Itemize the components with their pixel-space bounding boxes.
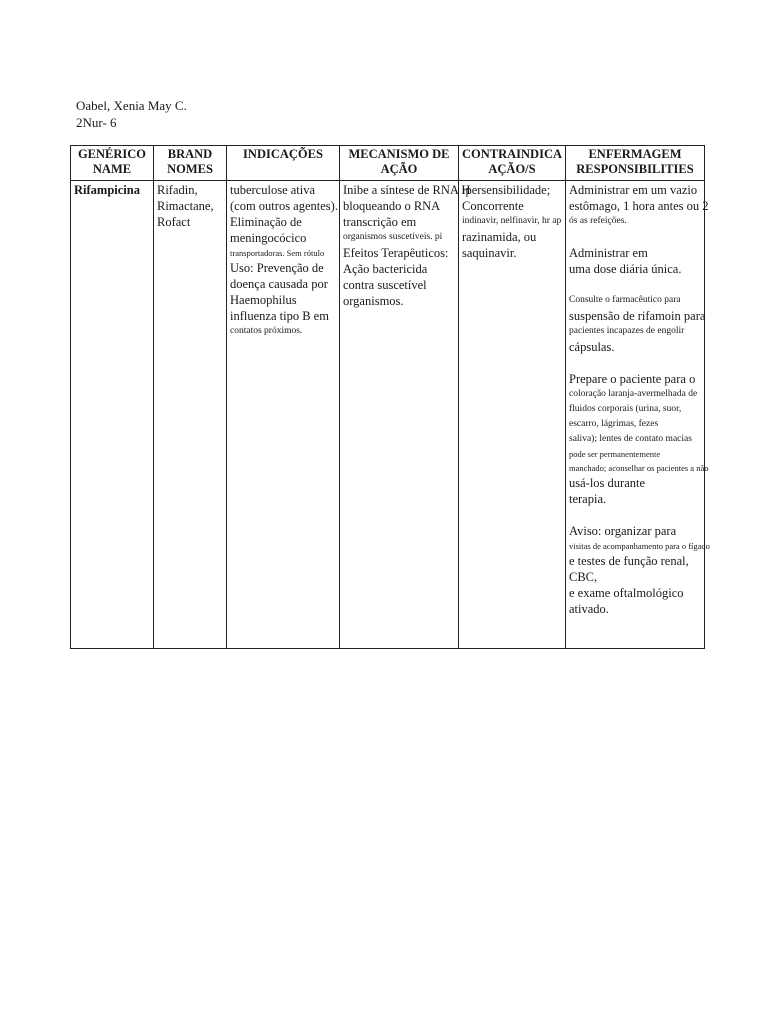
col-header-contraindications: CONTRAINDICA AÇÃO/S — [459, 146, 566, 181]
cell-indications: tuberculose ativa (com outros agentes). Eliminação de meningocócico transportadoras. Sem rótulo Uso: Prevenção de doença causada por Haemophilus influenza tipo B em contatos próximos. — [227, 181, 340, 649]
cell-nursing: Administrar em um vazio estômago, 1 hora antes ou 2 ós as refeições. Administrar em uma dose diária única. Consulte o farmacêutico para suspensão de rifamoin para pacientes incapazes de engolir cápsulas. Prepare o paciente para o coloração laranja-avermelhada de fluidos corporais (urina, suor, escarro, lágrimas, fezes saliva); lentes de contato macias pode ser permanentemente manchado; aconselhar os pacientes a não usá-los durante terapia. Aviso: organizar para visitas de acompanhamento para o fígado e testes de função renal, CBC, e exame oftalmológico ativado. — [566, 181, 705, 649]
drug-card-table — [70, 145, 710, 649]
document-header — [76, 97, 187, 131]
col-header-generic-name: GENÉRICO NAME — [71, 146, 154, 181]
table-row — [71, 181, 705, 649]
cell-contraindications: ipersensibilidade; Concorrente indinavir, nelfinavir, hr ap razinamida, ou saquinavir. — [459, 181, 566, 649]
cell-mechanism: Inibe a síntese de RNA H bloqueando o RNA transcrição em organismos suscetíveis. pi Efeitos Terapêuticos: Ação bactericida contra suscetível organismos. — [340, 181, 459, 649]
section-code: 2Nur- 6 — [76, 115, 117, 130]
col-header-indications: INDICAÇÕES — [227, 146, 340, 181]
student-name: Oabel, Xenia May C. — [76, 98, 187, 113]
col-header-mechanism: MECANISMO DE AÇÃO — [340, 146, 459, 181]
col-header-nursing: ENFERMAGEM RESPONSIBILITIES — [566, 146, 705, 181]
cell-generic: Rifampicina — [71, 181, 154, 649]
col-header-brand-names: BRAND NOMES — [154, 146, 227, 181]
cell-brands: Rifadin, Rimactane, Rofact — [154, 181, 227, 649]
table-header-row — [71, 146, 705, 181]
